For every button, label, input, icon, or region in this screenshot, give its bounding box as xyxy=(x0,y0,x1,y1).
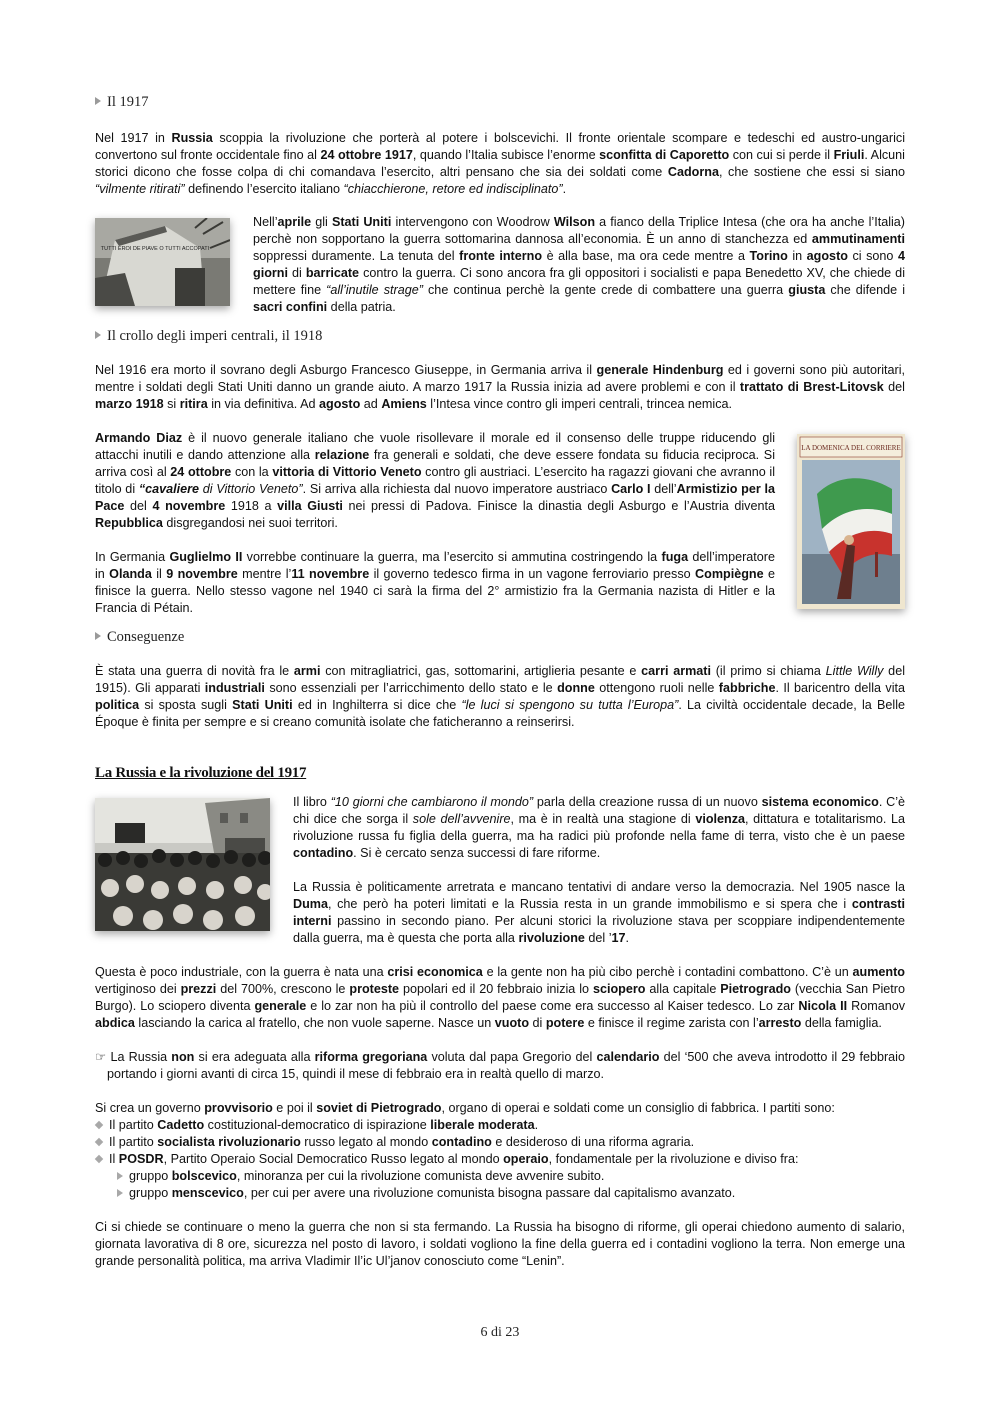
triangle-bullet-icon xyxy=(95,632,101,640)
paragraph: Ci si chiede se continuare o meno la guerra che non si sta fermando. La Russia ha bisogno di riforme, gli operai chiedono aumento di salario, giornata lavorativa di 8 ore, sicurezza nel posto di lavoro, i soldati vogliono la fine della guerra ed i contadini vogliono la terra. Non emerge una grande personalità politica, ma arriva Vladimir Il’ic Ul’janov conosciuto come “Lenin”. xyxy=(95,1220,905,1268)
calendar-note: ☞ La Russia non si era adeguata alla riforma gregoriana voluta dal papa Gregorio del calendario del ‘500 che aveva introdotto il 29 febbraio portando i giorni avanti di circa 15, quindi il mese di febbraio era in realtà quello di marzo. xyxy=(95,1050,905,1081)
text-magazine-block xyxy=(95,430,905,617)
ww1-ruined-house-photo xyxy=(95,218,230,306)
paragraph: Nel 1917 in Russia scoppia la rivoluzione che porterà al potere i bolscevichi. Il fronte orientale scompare e tedeschi ed austro-ungarici convertono sul fronte occidentale fino al 24 ottobre 1917, quando l’Italia subisce l’enorme sconfitta di Caporetto con cui si perde il Friuli. Alcuni storici dicono che fosse colpa di chi comandava l’esercito, altri pensano che sia dei soldati come Cadorna, che sostiene che essi si siano “vilmente ritirati” definendo l’esercito italiano “chiacchierone, retore ed indisciplinato”. xyxy=(95,131,906,196)
paragraph: Si crea un governo provvisorio e poi il soviet di Pietrogrado, organo di operai e soldati come un consiglio di fabbrica. I partiti sono: xyxy=(95,1101,835,1115)
page-body xyxy=(95,92,905,1270)
section-heading-1917: Il 1917 xyxy=(95,92,905,112)
triangle-bullet-icon xyxy=(95,97,101,105)
photo-text-block xyxy=(95,214,905,316)
list-item: Il partito Cadetto costituzional-democratico di ispirazione liberale moderata. xyxy=(95,1117,905,1134)
section-heading-1918: Il crollo degli imperi centrali, il 1918 xyxy=(95,326,905,346)
triangle-bullet-icon xyxy=(95,331,101,339)
parties-list xyxy=(95,1117,905,1168)
page-number: 6 di 23 xyxy=(480,1325,520,1340)
list-item: Il POSDR, Partito Operaio Social Democratico Russo legato al mondo operaio, fondamentale per la rivoluzione e diviso fra: xyxy=(95,1151,905,1168)
list-item: Il partito socialista rivoluzionario russo legato al mondo contadino e desideroso di una riforma agraria. xyxy=(95,1134,905,1151)
list-item: gruppo menscevico, per cui per avere una rivoluzione comunista bisogna passare dal capitalismo avanzato. xyxy=(115,1185,905,1202)
paragraph: Armando Diaz è il nuovo generale italiano che vuole risollevare il morale ed il consenso delle truppe riducendo gli attacchi inutili e dando attenzione alla relazione fra generali e soldati, che deve essere fondata su fiducia reciproca. Si arriva così al 24 ottobre con la vittoria di Vittorio Veneto contro gli austriaci. L’esercito ha ragazzi giovani che avranno il titolo di “cavaliere di Vittorio Veneto”. Si arriva alla richiesta dal nuovo imperatore austriaco Carlo I dell’Armistizio per la Pace del 4 novembre 1918 a villa Giusti nei pressi di Padova. Finisce la dinastia degli Asburgo e l’Austria diventa Repubblica disgregandosi nei suoi territori. xyxy=(95,431,775,530)
paragraph: In Germania Guglielmo II vorrebbe continuare la guerra, ma l’esercito si ammutina costringendo la fuga dell’imperatore in Olanda il 9 novembre mentre l’11 novembre il governo tedesco firma in un vagone ferroviario presso Compiègne e finisce la guerra. Nello stesso vagone nel 1940 ci sarà la firma del 2° armistizio fra la Germania nazista di Hitler e la Francia di Pétain. xyxy=(95,550,776,615)
paragraph: È stata una guerra di novità fra le armi con mitragliatrici, gas, sottomarini, artiglieria pesante e carri armati (il primo si chiama Little Willy del 1915). Gli apparati industriali sono essenziali per l’arricchimento dello stato e le donne ottengono ruoli nelle fabbriche. Il baricentro della vita politica si sposta sugli Stati Uniti ed in Inghilterra si dice che “le luci si spengono su tutta l’Europa”. La civiltà occidentale decade, la Belle Époque è finita per sempre e si creano comunità isolate che faticheranno a reinserirsi. xyxy=(95,664,906,729)
paragraph: Questa è poco industriale, con la guerra è nata una crisi economica e la gente non ha più cibo perchè i contadini combattono. C’è un aumento vertiginoso dei prezzi del 700%, crescono le proteste popolari ed il 20 febbraio inizia lo sciopero alla capitale Pietrogrado (vecchia San Pietro Burgo). Lo sciopero diventa generale e lo zar non ha più il controllo del paese come era successo al Kaiser tedesco. Lo zar Nicola II Romanov abdica lasciando la carica al fratello, che non vuole saperne. Nasce un vuoto di potere e finisce il regime zarista con l’arresto della famiglia. xyxy=(95,965,906,1030)
magazine-title: LA DOMENICA DEL CORRIERE xyxy=(801,444,901,452)
posdr-groups-list xyxy=(95,1168,905,1202)
section-heading-conseguenze: Conseguenze xyxy=(95,627,905,647)
paragraph: Nel 1916 era morto il sovrano degli Asburgo Francesco Giuseppe, in Germania arriva il generale Hindenburg ed i governi sono più autoritari, mentre i soldati degli Stati Uniti danno un grande aiuto. A marzo 1917 la Russia inizia ad avere problemi e con il trattato di Brest-Litovsk del marzo 1918 si ritira in via definitiva. Ad agosto ad Amiens l’Intesa vince contro gli imperi centrali, trincea nemica. xyxy=(95,363,905,411)
paragraph: Il libro “10 giorni che cambiarono il mondo” parla della creazione russa di un nuovo sistema economico. C’è chi dice che sorga il sole dell’avvenire, ma è in realtà una stagione di violenza, dittatura e totalitarismo. La rivoluzione russa fu figlia della guerra, ma ha radici più profonde nella fame di terra, visto che è un paese contadino. Si è cercato senza successi di fare riforme. xyxy=(293,795,906,860)
chapter-title: La Russia e la rivoluzione del 1917 xyxy=(95,765,307,781)
paragraph: Nell’aprile gli Stati Uniti intervengono con Woodrow Wilson a fianco della Triplice Intesa (che ora ha anche l’Italia) perchè non sopportano la guerra sottomarina dannosa all’economia. È un anno di stanchezza ed ammutinamenti soppressi duramente. La tenuta del fronte interno è alla base, ma ora cede mentre a Torino in agosto ci sono 4 giorni di barricate contro la guerra. Ci sono ancora fra gli oppositori i socialisti e papa Benedetto XV, che chiede di mettere fine “all’inutile strage” che continua perchè la gente crede di combattere una guerra giusta che difende i sacri confini della patria. xyxy=(253,215,905,314)
domenica-del-corriere-cover xyxy=(797,434,905,609)
photo-inscription: TUTTI EROI DE PIAVE O TUTTI ACCOPATI xyxy=(100,246,210,252)
paragraph: La Russia è politicamente arretrata e mancano tentativi di andare verso la democrazia. Nel 1905 nasce la Duma, che però ha poteri limitati e la Russia resta in un grande immobilismo e si spera che i contrasti interni passino in secondo piano. Per alcuni storici la rivoluzione stava per scoppiare indipendentemente dalla guerra, ma è questa che porta alla rivoluzione del ’17. xyxy=(293,880,905,945)
list-item: gruppo bolscevico, minoranza per cui la rivoluzione comunista deve avvenire subito. xyxy=(115,1168,905,1185)
photo-text-block xyxy=(95,794,905,947)
petrograd-crowd-photo xyxy=(95,798,270,931)
